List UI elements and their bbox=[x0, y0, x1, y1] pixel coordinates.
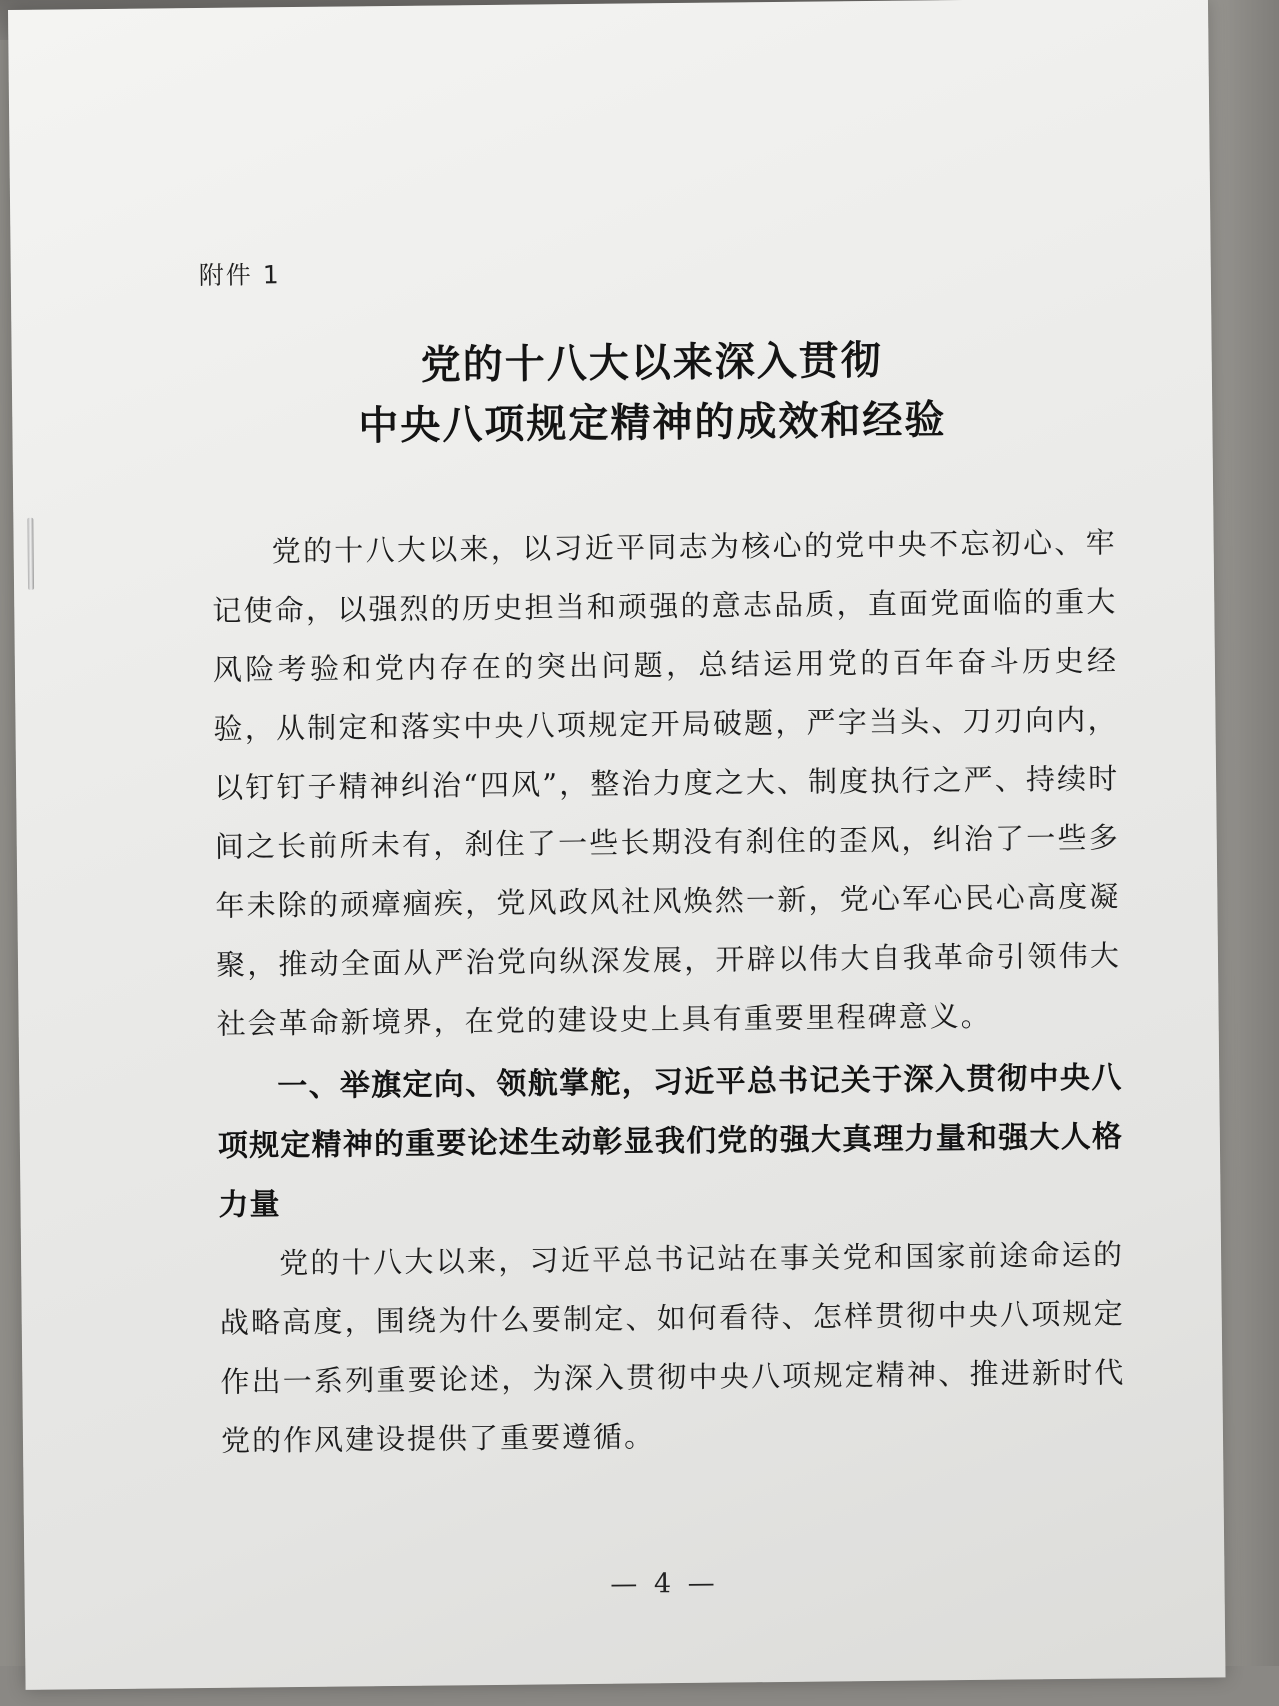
staple-icon bbox=[27, 518, 34, 590]
title-line-2: 中央八项规定精神的成效和经验 bbox=[358, 396, 947, 450]
title-line-1: 党的十八大以来深入贯彻 bbox=[420, 336, 883, 389]
page-number: — 4 — bbox=[610, 1567, 719, 1600]
paragraph-section-1: 党的十八大以来，习近平总书记站在事关党和国家前途命运的战略高度，围绕为什么要制定、如何看待、怎样贯彻中央八项规定作出一系列重要论述，为深入贯彻中央八项规定精神、推进新时代党的作风建设提供了重要遵循。 bbox=[219, 1237, 1126, 1458]
paragraph-intro: 党的十八大以来，以习近平同志为核心的党中央不忘初心、牢记使命，以强烈的历史担当和顽强的意志品质，直面党面临的重大风险考验和党内存在的突出问题，总结运用党的百年奋斗历史经验，从制定和落实中央八项规定开局破题，严字当头、刀刃向内，以钉钉子精神纠治“四风”，整治力度之大、制度执行之严、持续时间之长前所未有，刹住了一些长期没有刹住的歪风，纠治了一些多年未除的顽瘴痼疾，党风政风社风焕然一新，党心军心民心高度凝聚，推动全面从严治党向纵深发展，开辟以伟大自我革命引领伟大社会革命新境界，在党的建设史上具有重要里程碑意义。 bbox=[212, 525, 1122, 1041]
attachment-label: 附件 1 bbox=[198, 260, 281, 291]
document-body bbox=[211, 513, 1126, 1470]
section-heading-1: 一、举旗定向、领航掌舵，习近平总书记关于深入贯彻中央八项规定精神的重要论述生动彰显我们党的强大真理力量和强大人格力量 bbox=[217, 1060, 1124, 1223]
document-page bbox=[8, 0, 1226, 1690]
document-title bbox=[221, 329, 1082, 458]
